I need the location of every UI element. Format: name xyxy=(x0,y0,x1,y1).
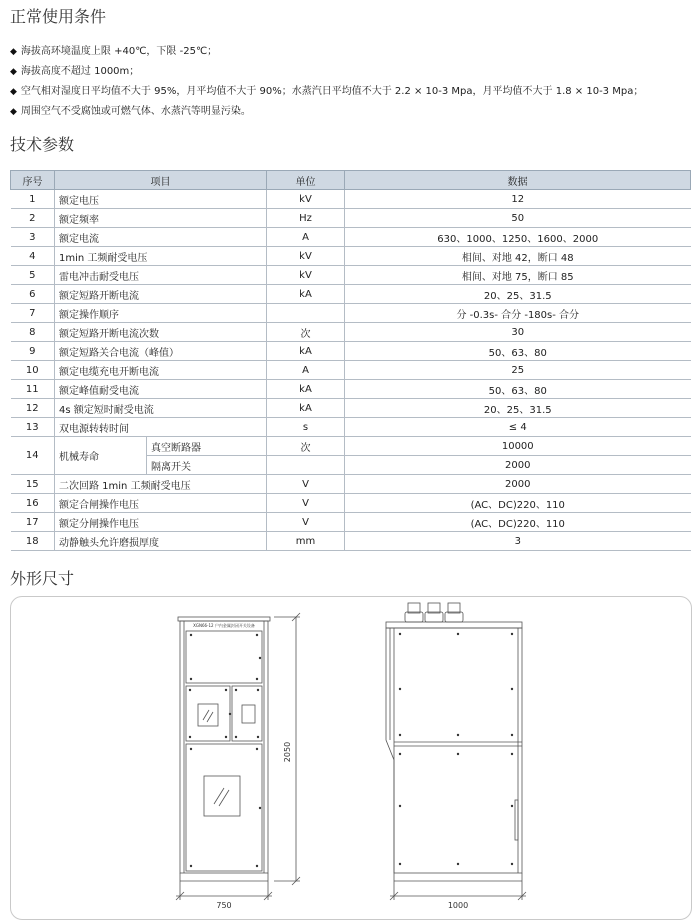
side-depth-dimension xyxy=(390,881,526,900)
header-item: 项目 xyxy=(55,171,267,190)
condition-item: ◆ 海拔高环境温度上限 +40℃，下限 -25℃； xyxy=(10,42,696,62)
table-row: 15 二次回路 1min 工频耐受电压 V 2000 xyxy=(11,475,691,494)
side-cabinet-top xyxy=(386,622,522,628)
side-view xyxy=(386,603,522,881)
condition-item: ◆ 空气相对湿度日平均值不大于 95%，月平均值不大于 90%；水蒸汽日平均值不大于 2.2 × 10-3 Mpa，月平均值不大于 1.8 × 10-3 Mpa； xyxy=(10,82,696,102)
front-lower-door xyxy=(186,744,262,871)
condition-item: ◆ 周围空气不受腐蚀或可燃气体、水蒸汽等明显污染。 xyxy=(10,102,696,122)
table-row: 1 额定电压 kV 12 xyxy=(11,190,691,209)
front-mid-left-door xyxy=(186,686,230,741)
table-row: 7 额定操作顺序 分 -0.3s- 合分 -180s- 合分 xyxy=(11,304,691,323)
nameplate-label: XGN66-12 户内金属封闭开关设备 xyxy=(193,623,255,628)
side-depth-label: 1000 xyxy=(447,901,469,910)
side-vent-2 xyxy=(428,603,440,613)
front-mid-right-door xyxy=(232,686,262,741)
front-upper-door xyxy=(186,631,262,683)
diamond-bullet-icon: ◆ xyxy=(10,67,17,77)
front-indicator-panel xyxy=(242,705,255,723)
front-cabinet-top xyxy=(178,617,270,621)
table-row: 2 额定频率 Hz 50 xyxy=(11,209,691,228)
table-row: 14 机械寿命 真空断路器 次 10000 xyxy=(11,437,691,456)
table-row: 8 额定短路开断电流次数 次 30 xyxy=(11,323,691,342)
table-row: 10 额定电缆充电开断电流 A 25 xyxy=(11,361,691,380)
table-row: 16 额定合闸操作电压 V (AC、DC)220、110 xyxy=(11,494,691,513)
condition-item: ◆ 海拔高度不超过 1000m； xyxy=(10,62,696,82)
side-cabinet-body xyxy=(394,628,522,873)
front-lower-window xyxy=(204,776,240,816)
header-no: 序号 xyxy=(11,171,55,190)
height-label: 2050 xyxy=(283,741,292,763)
table-row: 18 动静触头允许磨损厚度 mm 3 xyxy=(11,532,691,551)
table-row: 3 额定电流 A 630、1000、1250、1600、2000 xyxy=(11,228,691,247)
front-width-dimension xyxy=(176,881,272,900)
table-row: 5 雷电冲击耐受电压 kV 相间、对地 75，断口 85 xyxy=(11,266,691,285)
diamond-bullet-icon: ◆ xyxy=(10,107,17,117)
conditions-title: 正常使用条件 xyxy=(10,7,107,26)
side-vent-1 xyxy=(408,603,420,613)
diamond-bullet-icon: ◆ xyxy=(10,47,17,57)
table-row: 4 1min 工频耐受电压 kV 相间、对地 42，断口 48 xyxy=(11,247,691,266)
header-value: 数据 xyxy=(345,171,691,190)
table-row: 13 双电源转转时间 s ≤ 4 xyxy=(11,418,691,437)
table-row: 12 4s 额定短时耐受电流 kA 20、25、31.5 xyxy=(11,399,691,418)
dimensions-title: 外形尺寸 xyxy=(10,569,75,588)
table-row: 9 额定短路关合电流（峰值） kA 50、63、80 xyxy=(11,342,691,361)
side-vent-3 xyxy=(448,603,460,613)
table-row: 17 额定分闸操作电压 V (AC、DC)220、110 xyxy=(11,513,691,532)
table-row: 6 额定短路开断电流 kA 20、25、31.5 xyxy=(11,285,691,304)
table-row: 11 额定峰值耐受电流 kA 50、63、80 xyxy=(11,380,691,399)
front-width-label: 750 xyxy=(216,901,232,910)
front-cabinet-body xyxy=(180,621,268,873)
header-unit: 单位 xyxy=(267,171,345,190)
diamond-bullet-icon: ◆ xyxy=(10,87,17,97)
params-title: 技术参数 xyxy=(10,135,75,154)
front-mid-window xyxy=(198,704,218,726)
table-row: 隔离开关 2000 xyxy=(11,456,691,475)
